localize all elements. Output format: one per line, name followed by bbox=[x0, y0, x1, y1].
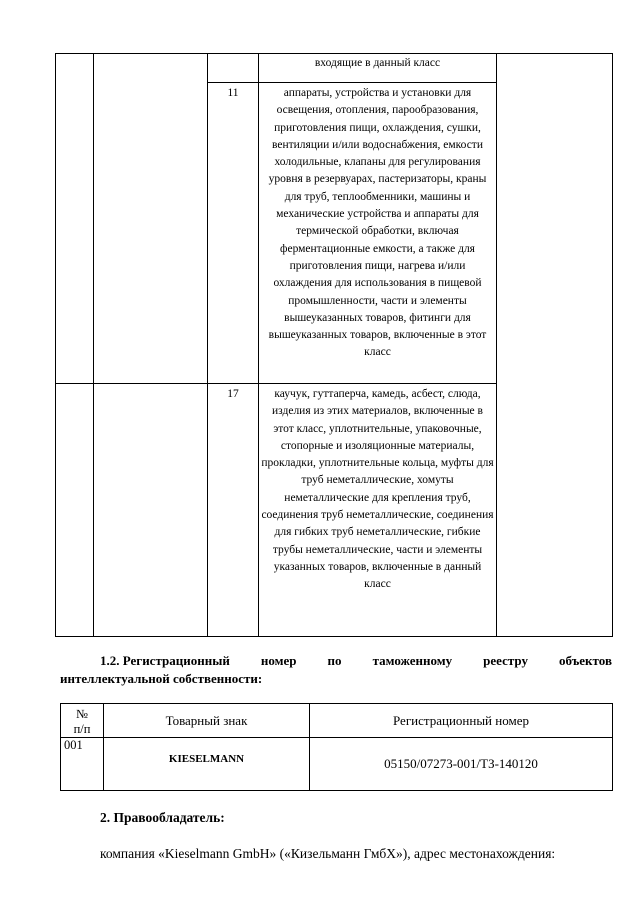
heading-word: 1.2. Регистрационный bbox=[100, 653, 230, 668]
heading-word: объектов bbox=[559, 653, 612, 668]
row-number: 001 bbox=[61, 738, 104, 791]
table-cell-empty bbox=[497, 54, 613, 637]
rightholder-text: компания «Kieselmann GmbH» («Кизельманн ГмбХ»), адрес местонахождения: bbox=[100, 846, 556, 861]
heading-word: по bbox=[327, 653, 342, 668]
registration-table bbox=[60, 703, 613, 791]
heading-word: номер bbox=[260, 653, 297, 668]
section-2-heading: 2. Правообладатель: bbox=[100, 810, 225, 825]
goods-description: каучук, гуттаперча, камедь, асбест, слюда, изделия из этих материалов, включенные в этот класс, уплотнительные, упаковочные, стопорные и изоляционные материалы, прокладки, уплотнительные кольца, муфты для труб неметаллические, хомуты неметаллические для крепления труб, соединения труб неметаллические, соединения для гибких труб неметаллические, гибкие трубы неметаллические, части и элементы указанных товаров, включенные в данный класс bbox=[259, 384, 497, 637]
header-number bbox=[61, 704, 104, 738]
goods-classes-table bbox=[55, 53, 613, 637]
goods-description: аппараты, устройства и установки для освещения, отопления, парообразования, приготовления пищи, охлаждения, сушки, вентиляции и/или водоснабжения, емкости холодильные, клапаны для регулирования уровня в резервуарах, пастеризаторы, краны для труб, теплообменники, машины и механические устройства и аппараты для термической обработки, включая ферментационные емкости, а также для приготовления пищи, нагрева и/или охлаждения для использования в пищевой промышленности, части и элементы вышеуказанных товаров, фитинги для вышеуказанных товаров, включенные в этот класс bbox=[259, 83, 497, 384]
class-number bbox=[208, 54, 259, 83]
header-trademark: Товарный знак bbox=[104, 704, 310, 738]
trademark-name: KIESELMANN bbox=[104, 738, 310, 791]
class-number: 11 bbox=[208, 83, 259, 384]
table-cell-empty bbox=[94, 384, 208, 637]
goods-description: входящие в данный класс bbox=[259, 54, 497, 83]
header-number-line-1: № bbox=[76, 707, 88, 721]
class-number: 17 bbox=[208, 384, 259, 637]
heading-word: реестру bbox=[483, 653, 528, 668]
heading-word: таможенному bbox=[372, 653, 453, 668]
table-header-row bbox=[61, 704, 613, 738]
registration-number: 05150/07273-001/ТЗ-140120 bbox=[310, 738, 613, 791]
section-1-2-heading bbox=[60, 652, 612, 688]
table-row bbox=[61, 738, 613, 791]
table-cell-empty bbox=[56, 54, 94, 384]
table-cell-empty bbox=[94, 54, 208, 384]
heading-line-2: интеллектуальной собственности: bbox=[60, 671, 263, 686]
header-reg-number: Регистрационный номер bbox=[310, 704, 613, 738]
table-cell-empty bbox=[56, 384, 94, 637]
header-number-line-2: п/п bbox=[73, 722, 91, 736]
table-row bbox=[56, 54, 613, 83]
